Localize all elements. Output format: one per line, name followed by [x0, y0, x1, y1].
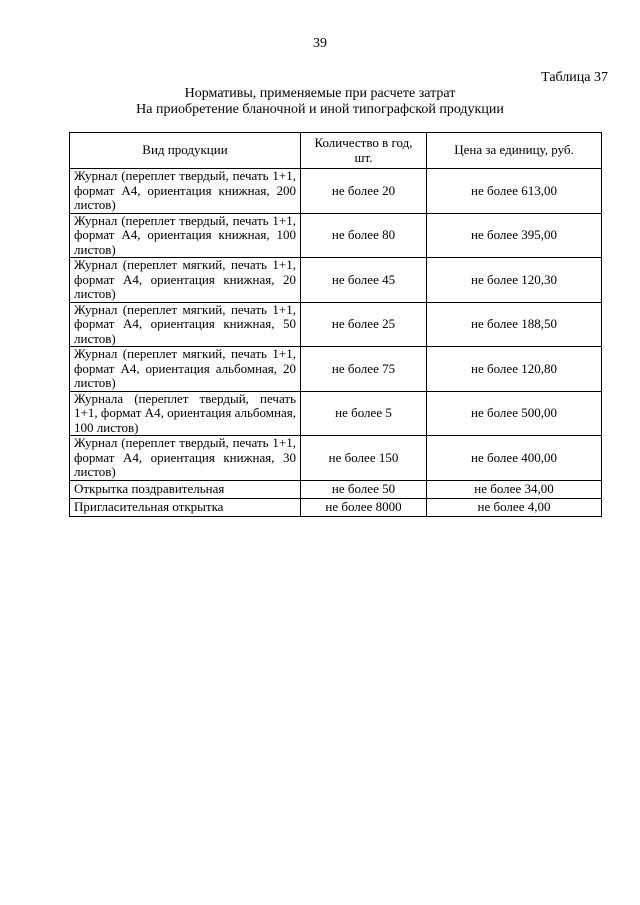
cell-quantity: не более 80 — [301, 213, 427, 258]
table-row — [70, 391, 602, 436]
table-row — [70, 169, 602, 214]
table-row — [70, 213, 602, 258]
cell-product: Журнал (переплет мягкий, печать 1+1, формат А4, ориентация книжная, 50 листов) — [70, 302, 301, 347]
cell-product: Журнала (переплет твердый, печать 1+1, формат А4, ориентация альбомная, 100 листов) — [70, 391, 301, 436]
header-price: Цена за единицу, руб. — [427, 133, 602, 169]
table-label: Таблица 37 — [541, 70, 608, 85]
cell-product: Журнал (переплет твердый, печать 1+1, формат А4, ориентация книжная, 100 листов) — [70, 213, 301, 258]
cell-price: не более 4,00 — [427, 498, 602, 516]
cell-price: не более 120,80 — [427, 347, 602, 392]
table-row — [70, 302, 602, 347]
cell-price: не более 120,30 — [427, 258, 602, 303]
cell-quantity: не более 5 — [301, 391, 427, 436]
cell-quantity: не более 150 — [301, 436, 427, 481]
cell-quantity: не более 50 — [301, 480, 427, 498]
cell-quantity: не более 25 — [301, 302, 427, 347]
cell-price: не более 500,00 — [427, 391, 602, 436]
table-row — [70, 498, 602, 516]
title-line-2: На приобретение бланочной и иной типографской продукции — [136, 102, 504, 117]
cell-product: Пригласительная открытка — [70, 498, 301, 516]
table-row — [70, 347, 602, 392]
cell-quantity: не более 75 — [301, 347, 427, 392]
cell-price: не более 400,00 — [427, 436, 602, 481]
table-row — [70, 436, 602, 481]
cell-product: Журнал (переплет твердый, печать 1+1, формат А4, ориентация книжная, 30 листов) — [70, 436, 301, 481]
title-line-1: Нормативы, применяемые при расчете затрат — [184, 86, 456, 101]
cell-price: не более 613,00 — [427, 169, 602, 214]
cell-product: Журнал (переплет мягкий, печать 1+1, формат А4, ориентация альбомная, 20 листов) — [70, 347, 301, 392]
table-title — [0, 86, 640, 118]
table-header-row — [70, 133, 602, 169]
header-quantity: Количество в год, шт. — [301, 133, 427, 169]
table-row — [70, 258, 602, 303]
norms-table — [69, 132, 602, 517]
cell-quantity: не более 45 — [301, 258, 427, 303]
cell-price: не более 188,50 — [427, 302, 602, 347]
cell-product: Журнал (переплет мягкий, печать 1+1, формат А4, ориентация книжная, 20 листов) — [70, 258, 301, 303]
page-number: 39 — [313, 36, 327, 51]
cell-product: Открытка поздравительная — [70, 480, 301, 498]
cell-quantity: не более 20 — [301, 169, 427, 214]
header-product: Вид продукции — [70, 133, 301, 169]
cell-quantity: не более 8000 — [301, 498, 427, 516]
cell-price: не более 395,00 — [427, 213, 602, 258]
cell-price: не более 34,00 — [427, 480, 602, 498]
cell-product: Журнал (переплет твердый, печать 1+1, формат А4, ориентация книжная, 200 листов) — [70, 169, 301, 214]
table-row — [70, 480, 602, 498]
